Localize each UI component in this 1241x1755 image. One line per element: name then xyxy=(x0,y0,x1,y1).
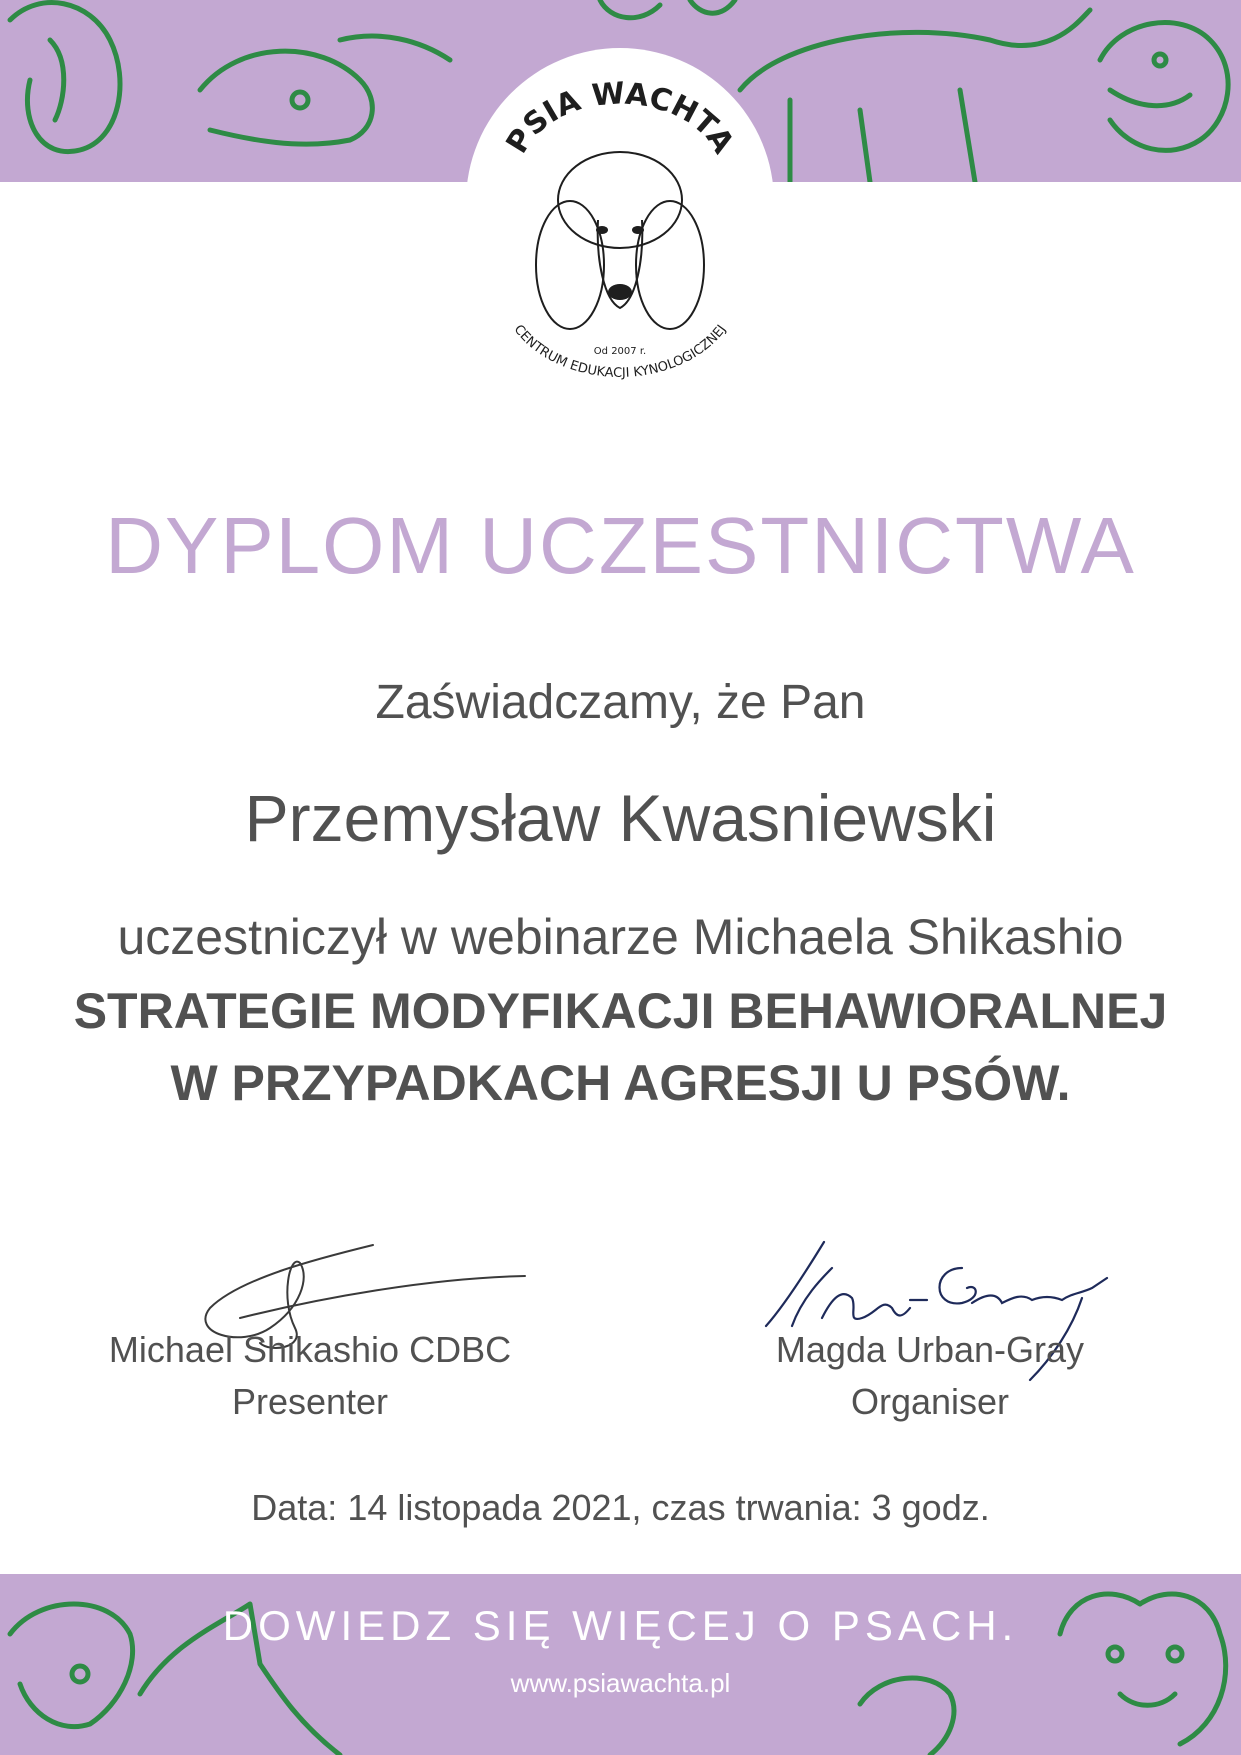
presenter-name: Michael Shikashio CDBC xyxy=(108,1329,512,1370)
footer-website-link[interactable]: www.psiawachta.pl xyxy=(510,1668,731,1698)
organiser-role: Organiser xyxy=(850,1381,1010,1422)
course-title-line-1: STRATEGIE MODYFIKACJI BEHAWIORALNEJ xyxy=(73,983,1168,1039)
participant-name: Przemysław Kwasniewski xyxy=(244,781,997,855)
presenter-role: Presenter xyxy=(231,1381,389,1422)
footer-slogan: DOWIEDZ SIĘ WIĘCEJ O PSACH. xyxy=(222,1602,1019,1649)
svg-text:Od 2007 r.: Od 2007 r. xyxy=(593,346,647,357)
certificate-title: DYPLOM UCZESTNICTWA xyxy=(105,501,1136,590)
course-title-line-2: W PRZYPADKACH AGRESJI U PSÓW. xyxy=(170,1055,1071,1111)
date-duration: Data: 14 listopada 2021, czas trwania: 3 godz. xyxy=(251,1487,990,1528)
webinar-description: uczestniczył w webinarze Michaela Shikashio xyxy=(117,909,1124,965)
certificate-intro: Zaświadczamy, że Pan xyxy=(375,676,866,729)
psia-wachta-logo xyxy=(486,60,754,380)
svg-text:CENTRUM EDUKACJI KYNOLOGICZNEJ: CENTRUM EDUKACJI KYNOLOGICZNEJ xyxy=(510,322,730,380)
poodle-logo-icon xyxy=(486,60,754,380)
organiser-signature-block xyxy=(730,1324,1130,1428)
svg-text:PSIA WACHTA: PSIA WACHTA xyxy=(499,76,741,160)
presenter-signature-block xyxy=(90,1324,530,1428)
organiser-name: Magda Urban-Gray xyxy=(775,1329,1085,1370)
